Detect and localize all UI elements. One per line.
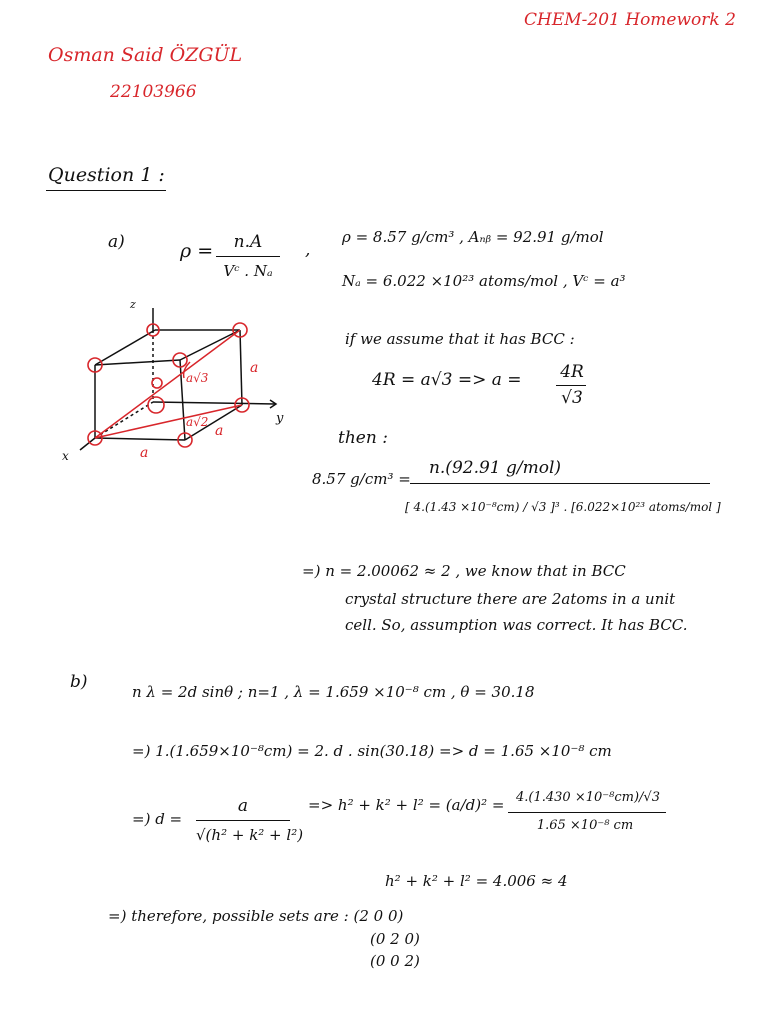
possible-set-3: (0 0 2) — [370, 952, 420, 970]
then-label: then : — [338, 428, 388, 448]
question-title-underline — [46, 190, 166, 191]
radius-relation-denominator: √3 — [561, 388, 583, 408]
part-b-label: b) — [70, 672, 88, 692]
bragg-law-line: n λ = 2d sinθ ; n=1 , λ = 1.659 ×10⁻⁸ cm , θ = 30.18 — [132, 683, 535, 701]
edge-label-bottom-right: a — [215, 423, 224, 439]
d-relation-numerator: a — [237, 796, 249, 816]
bcc-unit-cell-sketch — [50, 290, 295, 470]
face-diagonal-label: a√2 — [186, 415, 209, 429]
d-relation-denominator: √(h² + k² + l²) — [196, 826, 304, 844]
density-formula-numerator: n.A — [233, 232, 263, 252]
y-axis-label: y — [276, 411, 284, 426]
result-line-3: cell. So, assumption was correct. It has BCC. — [345, 616, 688, 634]
d-spacing-line: =) 1.(1.659×10⁻⁸cm) = 2. d . sin(30.18) => d = 1.65 ×10⁻⁸ cm — [132, 742, 612, 760]
density-equation-bar — [410, 483, 710, 484]
possible-sets-line: =) therefore, possible sets are : (2 0 0) — [108, 907, 404, 925]
density-equation-numerator: n.(92.91 g/mol) — [428, 458, 562, 478]
course-header: CHEM-201 Homework 2 — [524, 10, 736, 30]
edge-label-bottom: a — [140, 445, 149, 461]
question-title: Question 1 : — [48, 164, 165, 186]
x-axis-label: x — [62, 449, 69, 463]
miller-sum-expression: => h² + k² + l² = (a/d)² = — [308, 796, 505, 814]
d-relation-lhs: =) d = — [132, 810, 183, 828]
radius-relation-lhs: 4R = a√3 => a = — [372, 370, 522, 390]
possible-set-2: (0 2 0) — [370, 930, 420, 948]
radius-relation-numerator: 4R — [560, 362, 584, 382]
bcc-assumption: if we assume that it has BCC : — [345, 330, 575, 348]
comma: , — [305, 240, 311, 260]
miller-sum-result: h² + k² + l² = 4.006 ≈ 4 — [385, 872, 568, 890]
given-density-mass: ρ = 8.57 g/cm³ , Aₙᵦ = 92.91 g/mol — [342, 228, 604, 246]
density-formula-bar — [216, 256, 280, 257]
body-diagonal-label: a√3 — [186, 371, 209, 385]
density-formula-denominator: Vᶜ . Nₐ — [223, 262, 273, 280]
miller-sum-denominator: 1.65 ×10⁻⁸ cm — [536, 818, 634, 833]
radius-relation-bar — [556, 385, 586, 386]
given-avogadro-volume: Nₐ = 6.022 ×10²³ atoms/mol , Vᶜ = a³ — [342, 272, 626, 290]
d-relation-bar — [196, 820, 290, 821]
student-name: Osman Said ÖZGÜL — [48, 44, 243, 66]
student-id: 22103966 — [110, 82, 197, 102]
result-line-1: =) n = 2.00062 ≈ 2 , we know that in BCC — [302, 562, 626, 580]
part-a-label: a) — [108, 232, 125, 252]
density-equation-denominator: [ 4.(1.43 ×10⁻⁸cm) / √3 ]³ . [6.022×10²³ atoms/mol ] — [405, 500, 721, 514]
miller-sum-bar — [508, 812, 666, 813]
edge-label-right: a — [250, 360, 259, 376]
z-axis-label: z — [130, 298, 136, 311]
density-formula-lhs: ρ = — [180, 240, 214, 262]
result-line-2: crystal structure there are 2atoms in a unit — [345, 590, 676, 608]
miller-sum-numerator: 4.(1.430 ×10⁻⁸cm)/√3 — [516, 790, 660, 805]
density-equation-lhs: 8.57 g/cm³ = — [312, 470, 411, 488]
